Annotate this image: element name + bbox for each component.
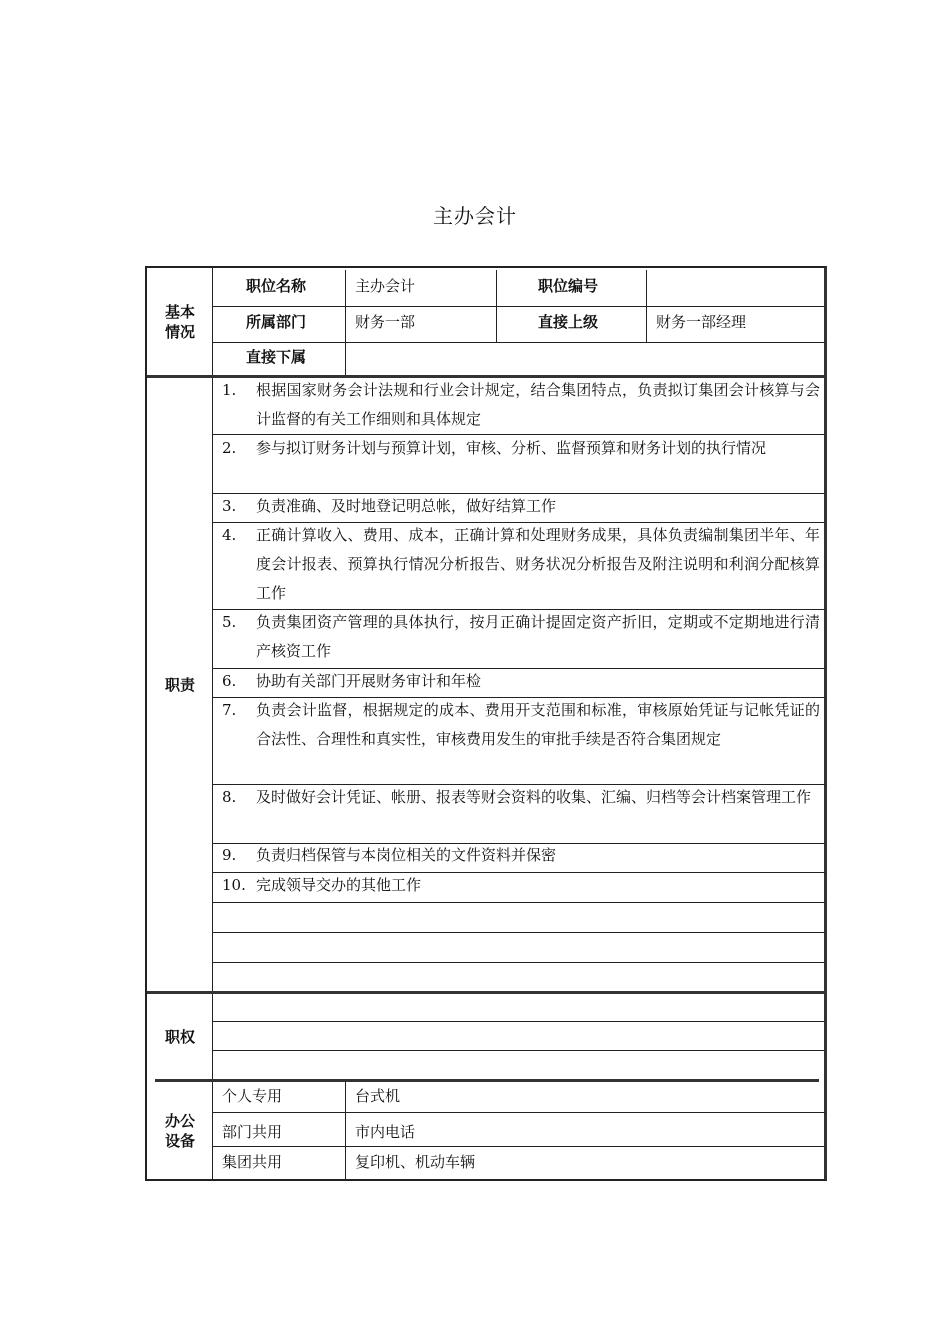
divider — [213, 932, 825, 933]
equipment-type: 集团共用 — [222, 1153, 283, 1171]
superior-value: 财务一部经理 — [656, 313, 747, 331]
divider — [213, 342, 825, 343]
position-name-label: 职位名称 — [246, 277, 307, 295]
duty-text: 负责会计监督，根据规定的成本、费用开支范围和标准，审核原始凭证与记帐凭证的合法性、合理性和真实性，审核费用发生的审批手续是否符合集团规定 — [256, 701, 820, 748]
duty-number: 7. — [222, 701, 237, 719]
duty-text: 负责集团资产管理的具体执行，按月正确计提固定资产折旧，定期或不定期地进行清产核资工作 — [256, 613, 820, 660]
duty-item — [222, 871, 820, 900]
department-value: 财务一部 — [355, 313, 416, 331]
equipment-items: 市内电话 — [355, 1123, 416, 1141]
divider — [213, 1050, 825, 1051]
equipment-items: 台式机 — [355, 1087, 401, 1105]
document-title: 主办会计 — [433, 204, 517, 228]
section-authority-label: 职权 — [164, 1028, 195, 1046]
divider — [213, 1112, 825, 1113]
position-code-label: 职位编号 — [538, 277, 599, 295]
duty-number: 5. — [222, 613, 237, 631]
section-separator — [147, 991, 825, 994]
divider — [213, 962, 825, 963]
duty-item — [222, 608, 820, 666]
equipment-type: 个人专用 — [222, 1087, 283, 1105]
section-equipment-label: 办公 设备 — [164, 1112, 195, 1150]
duty-item — [222, 667, 820, 696]
duty-number: 9. — [222, 846, 237, 864]
duty-number: 8. — [222, 788, 237, 806]
divider — [345, 270, 346, 376]
section-basic-label: 基本 情况 — [164, 303, 195, 341]
divider — [213, 1021, 825, 1022]
duty-number: 4. — [222, 526, 237, 544]
divider — [213, 1146, 825, 1147]
duty-item — [222, 696, 820, 754]
department-label: 所属部门 — [246, 313, 307, 331]
section-duties-label: 职责 — [164, 675, 195, 694]
duty-text: 负责准确、及时地登记明总帐，做好结算工作 — [256, 497, 557, 515]
duty-number: 2. — [222, 439, 237, 457]
duty-text: 根据国家财务会计法规和行业会计规定，结合集团特点，负责拟订集团会计核算与会计监督的有关工作细则和具体规定 — [256, 381, 820, 428]
duty-text: 参与拟订财务计划与预算计划，审核、分析、监督预算和财务计划的执行情况 — [256, 439, 767, 457]
duty-text: 完成领导交办的其他工作 — [256, 876, 422, 894]
equipment-items: 复印机、机动车辆 — [355, 1153, 476, 1171]
duty-number: 6. — [222, 672, 237, 690]
divider — [345, 1082, 346, 1180]
superior-label: 直接上级 — [538, 313, 599, 331]
position-name-value: 主办会计 — [355, 277, 416, 295]
duty-item — [222, 376, 820, 434]
equipment-type: 部门共用 — [222, 1123, 283, 1141]
divider — [213, 306, 825, 307]
duty-number: 3. — [222, 497, 237, 515]
duty-text: 及时做好会计凭证、帐册、报表等财会资料的收集、汇编、归档等会计档案管理工作 — [256, 788, 812, 806]
duty-item — [222, 434, 820, 463]
subordinate-label: 直接下属 — [246, 348, 307, 366]
duty-number: 1. — [222, 381, 237, 399]
duty-item — [222, 521, 820, 608]
duty-item — [222, 783, 820, 812]
divider — [213, 902, 825, 903]
duty-number: 10. — [222, 876, 246, 894]
duty-item — [222, 492, 820, 521]
duty-item — [222, 841, 820, 870]
section-separator — [155, 1079, 819, 1082]
duty-text: 协助有关部门开展财务审计和年检 — [256, 672, 482, 690]
duty-text: 负责归档保管与本岗位相关的文件资料并保密 — [256, 846, 557, 864]
duty-text: 正确计算收入、费用、成本，正确计算和处理财务成果，具体负责编制集团半年、年度会计报表、预算执行情况分析报告、财务状况分析报告及附注说明和利润分配核算工作 — [256, 526, 820, 602]
